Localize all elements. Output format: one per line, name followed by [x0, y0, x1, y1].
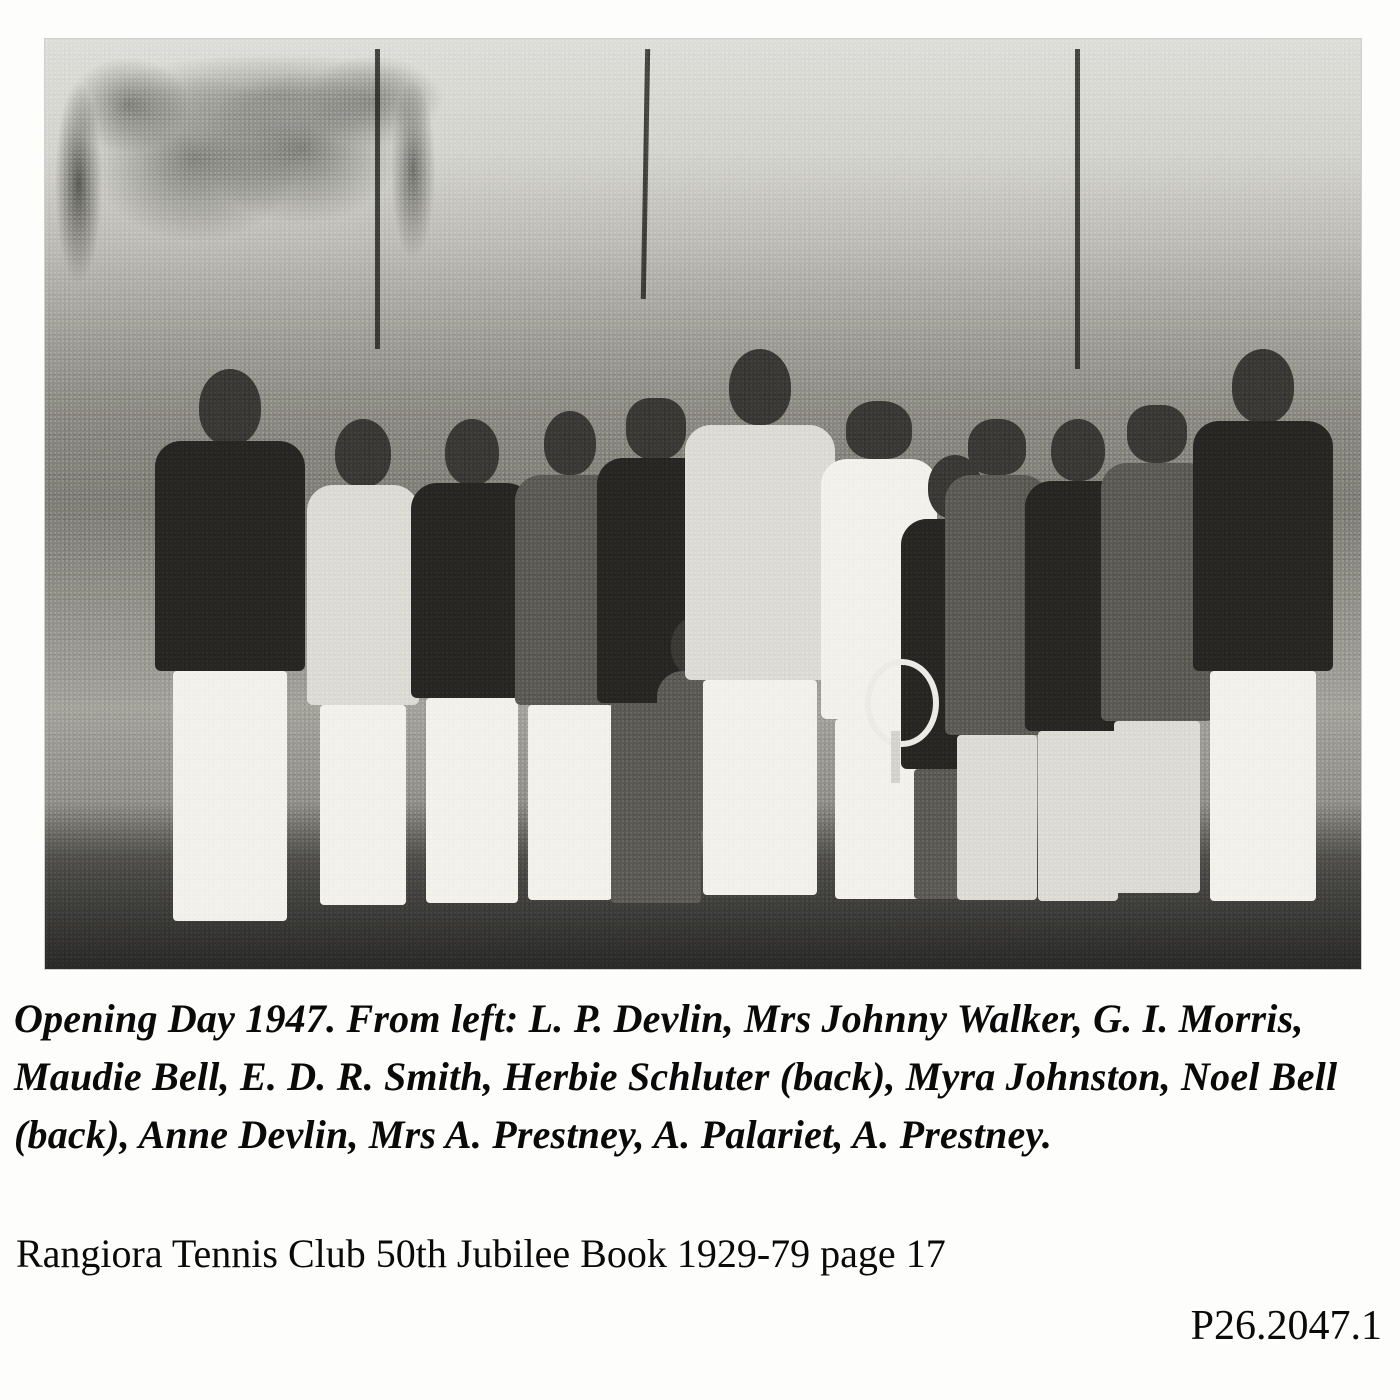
accession-number: P26.2047.1: [1190, 1303, 1382, 1349]
source-citation: Rangiora Tennis Club 50th Jubilee Book 1929-79 page 17: [16, 1231, 946, 1276]
historic-photograph: [44, 38, 1362, 970]
photo-image: [45, 39, 1361, 969]
photo-caption: Opening Day 1947. From left: L. P. Devlin, Mrs Johnny Walker, G. I. Morris, Maudie Bell, E. D. R. Smith, Herbie Schluter (back), Myra Johnston, Noel Bell (back), Anne Devlin, Mrs A. Prestney, A. Palariet, A. Prestney.: [14, 996, 1338, 1157]
photo-grain: [45, 39, 1361, 969]
